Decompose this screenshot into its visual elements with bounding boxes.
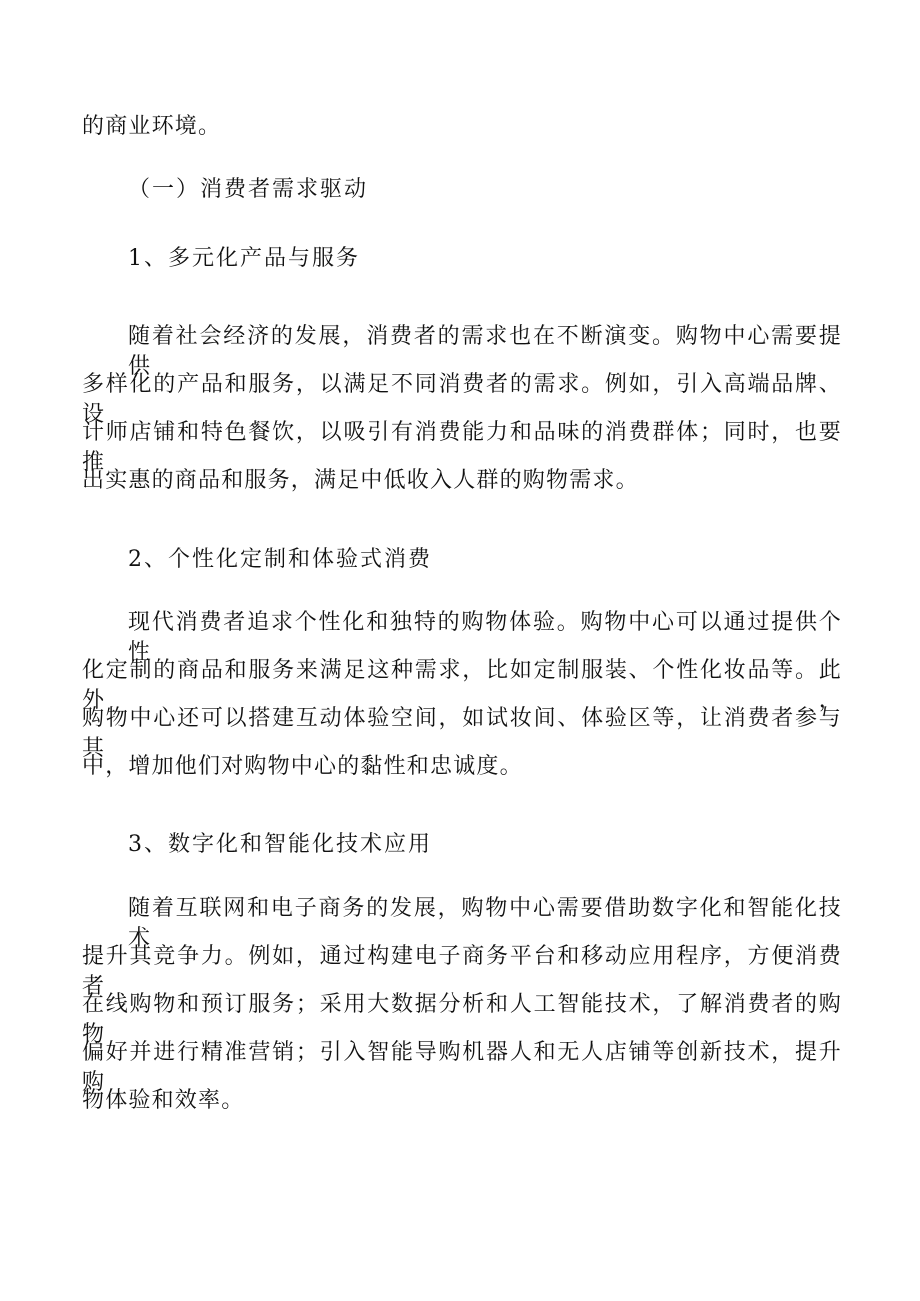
paragraph-3-line-2: 提升其竞争力。例如，通过构建电子商务平台和移动应用程序，方便消费者 — [82, 944, 842, 999]
lead-text-line: 的商业环境。 — [82, 114, 222, 139]
paragraph-1-line-2: 多样化的产品和服务，以满足不同消费者的需求。例如，引入高端品牌、设 — [82, 372, 842, 427]
paragraph-3-line-5: 物体验和效率。 — [82, 1088, 245, 1113]
paragraph-1-line-1: 随着社会经济的发展，消费者的需求也在不断演变。购物中心需要提供 — [128, 324, 842, 379]
subsection-heading-3: 3、数字化和智能化技术应用 — [128, 832, 432, 857]
paragraph-3-line-1: 随着互联网和电子商务的发展，购物中心需要借助数字化和智能化技术 — [128, 896, 842, 951]
subsection-heading-2: 2、个性化定制和体验式消费 — [128, 547, 432, 572]
paragraph-3-line-4: 偏好并进行精准营销；引入智能导购机器人和无人店铺等创新技术，提升购 — [82, 1040, 842, 1095]
paragraph-2-line-2: 化定制的商品和服务来满足这种需求，比如定制服装、个性化妆品等。此外， — [82, 658, 842, 713]
paragraph-3-line-3: 在线购物和预订服务；采用大数据分析和人工智能技术，了解消费者的购物 — [82, 992, 842, 1047]
subsection-heading-1: 1、多元化产品与服务 — [128, 246, 360, 271]
section-heading: （一）消费者需求驱动 — [128, 177, 369, 202]
paragraph-2-line-3: 购物中心还可以搭建互动体验空间，如试妆间、体验区等，让消费者参与其 — [82, 706, 842, 761]
paragraph-2-line-4: 中，增加他们对购物中心的黏性和忠诚度。 — [82, 754, 523, 779]
paragraph-1-line-3: 计师店铺和特色餐饮，以吸引有消费能力和品味的消费群体；同时，也要推 — [82, 420, 842, 475]
paragraph-1-line-4: 出实惠的商品和服务，满足中低收入人群的购物需求。 — [82, 468, 639, 493]
paragraph-2-line-1: 现代消费者追求个性化和独特的购物体验。购物中心可以通过提供个性 — [128, 610, 842, 665]
